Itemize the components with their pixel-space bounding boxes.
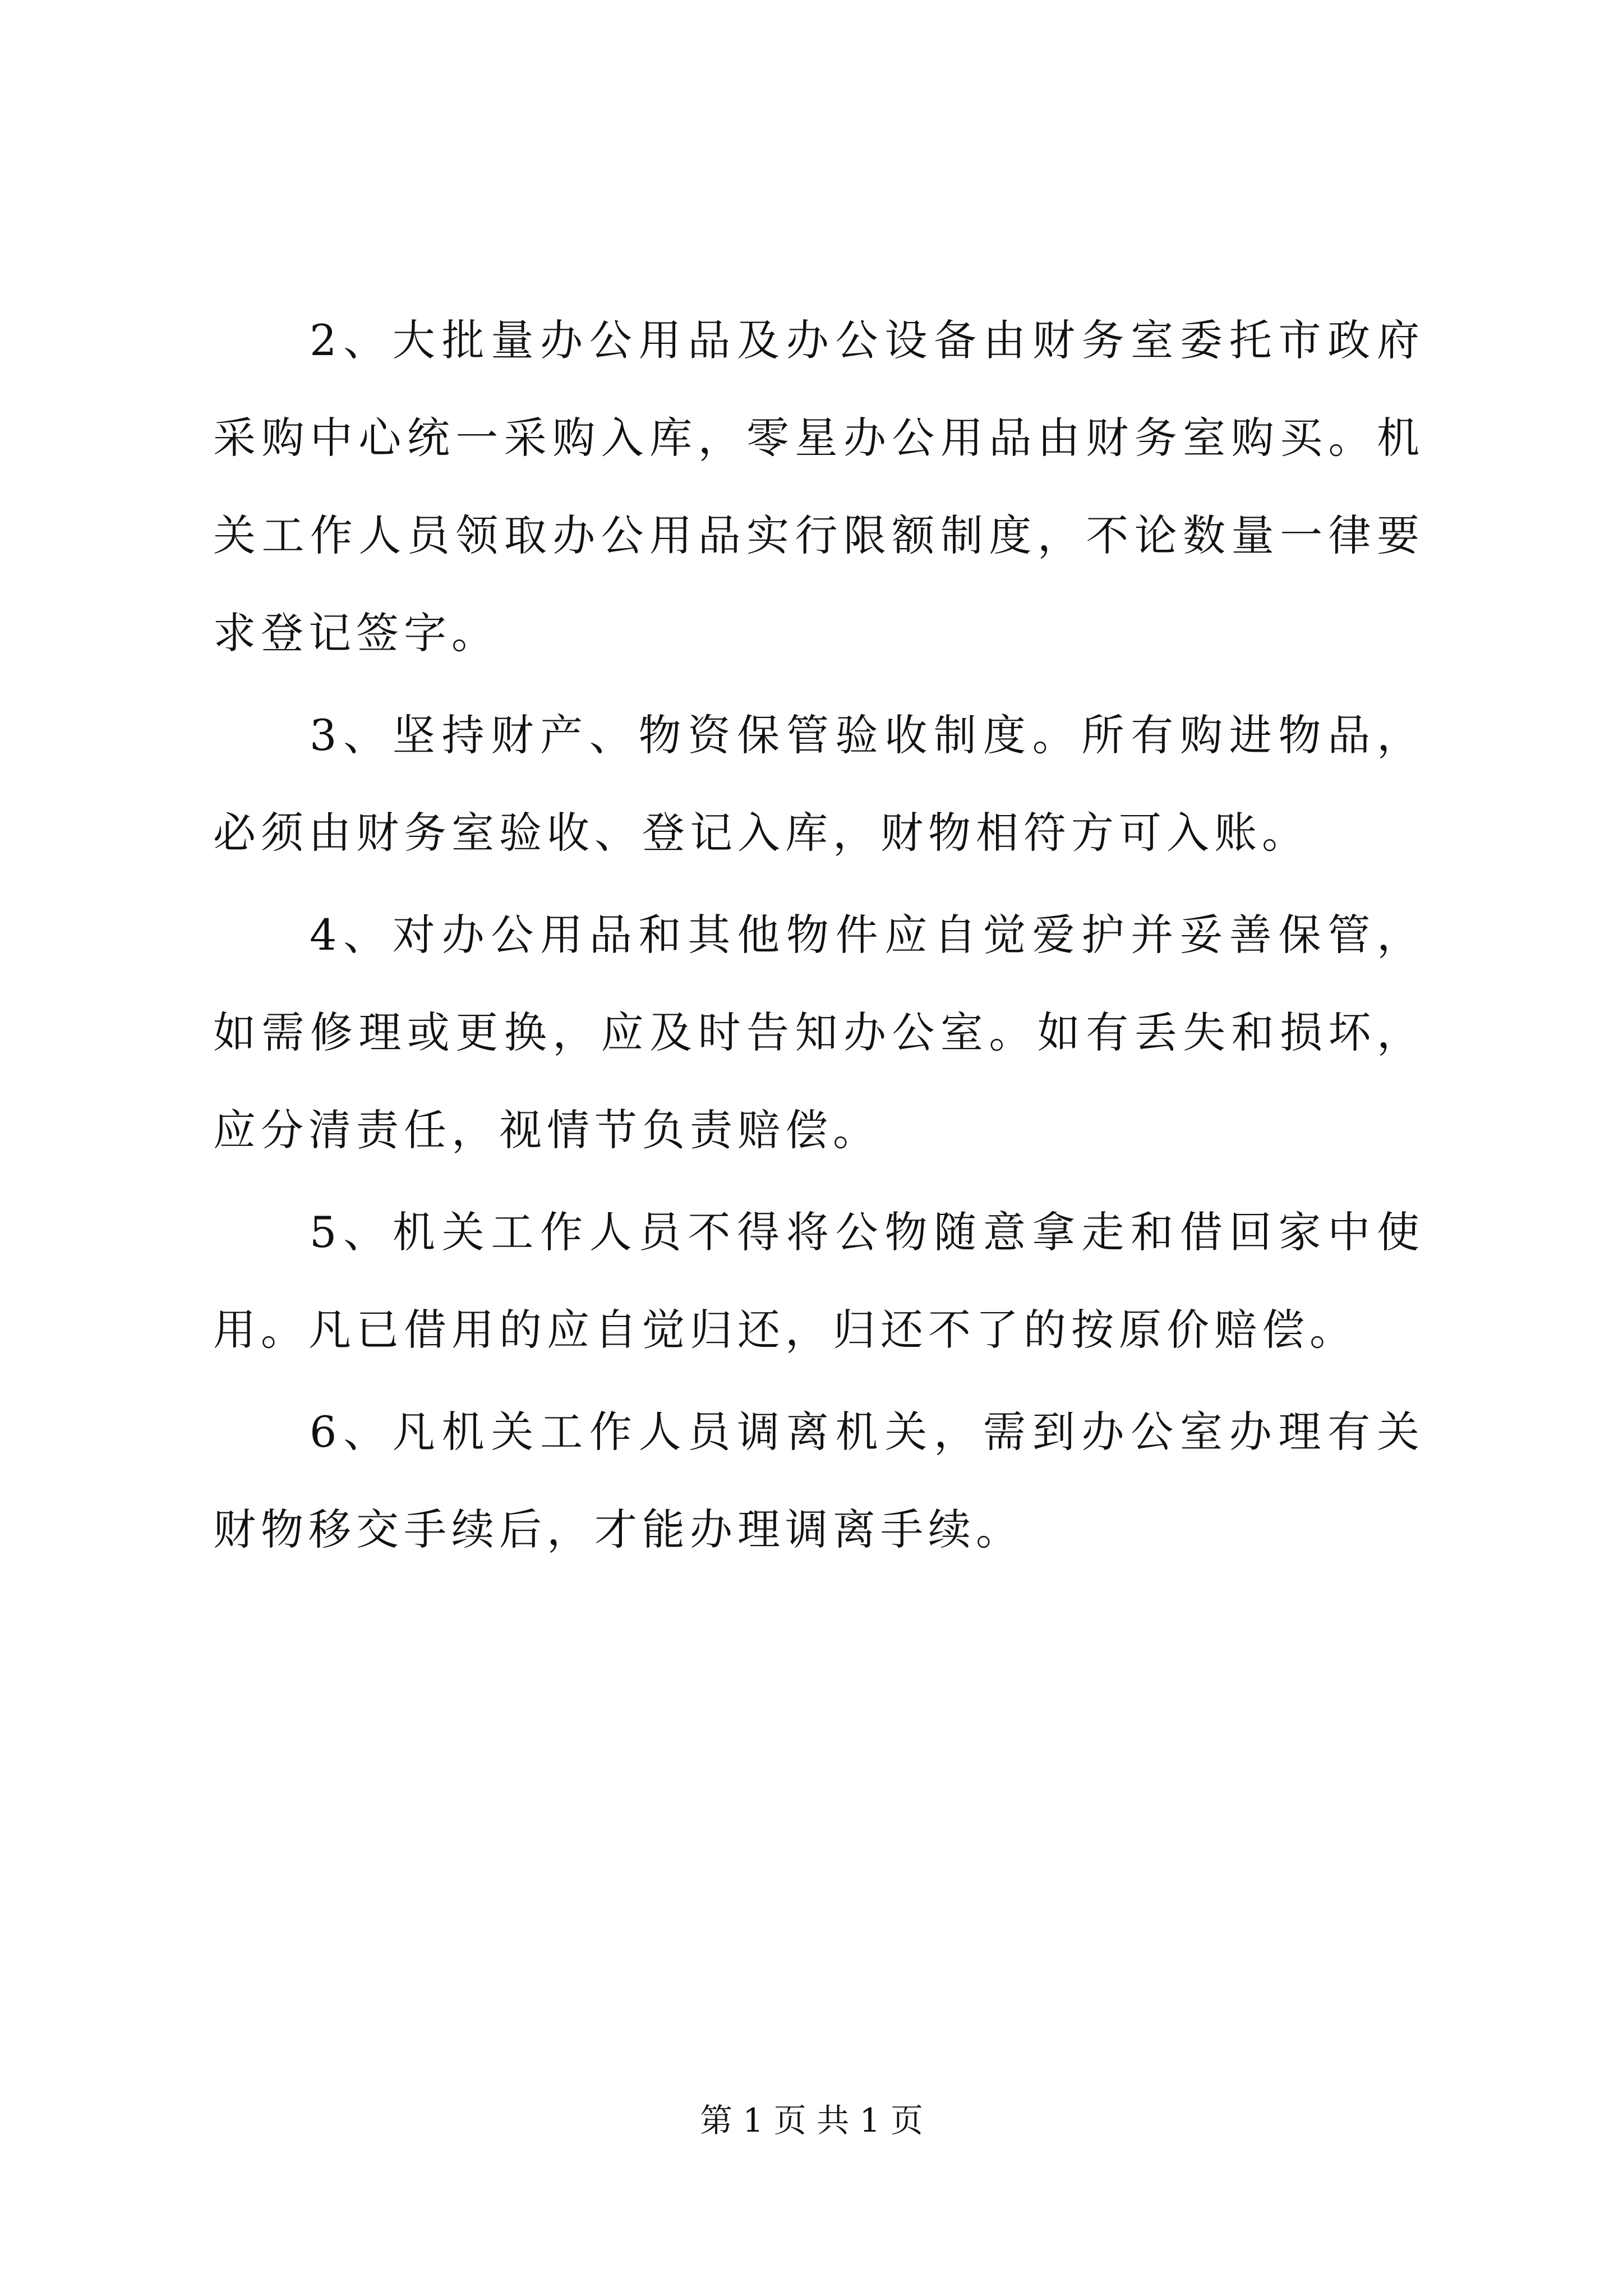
page-footer: 第 1 页 共 1 页 bbox=[700, 2101, 923, 2139]
paragraph-item-5: 5、机关工作人员不得将公物随意拿走和借回家中使用。凡已借用的应自觉归还，归还不了的按原价赔偿。 bbox=[213, 1207, 1424, 1355]
paragraph-item-4: 4、对办公用品和其他物件应自觉爱护并妥善保管，如需修理或更换，应及时告知办公室。如有丢失和损坏，应分清责任，视情节负责赔偿。 bbox=[213, 910, 1424, 1155]
paragraph-item-3: 3、坚持财产、物资保管验收制度。所有购进物品，必须由财务室验收、登记入库，财物相符方可入账。 bbox=[213, 710, 1424, 858]
document-body bbox=[213, 292, 1424, 1583]
paragraph-item-2: 2、大批量办公用品及办公设备由财务室委托市政府采购中心统一采购入库，零星办公用品由财务室购买。机关工作人员领取办公用品实行限额制度，不论数量一律要求登记签字。 bbox=[213, 315, 1424, 658]
paragraph-item-6: 6、凡机关工作人员调离机关，需到办公室办理有关财物移交手续后，才能办理调离手续。 bbox=[213, 1407, 1424, 1554]
